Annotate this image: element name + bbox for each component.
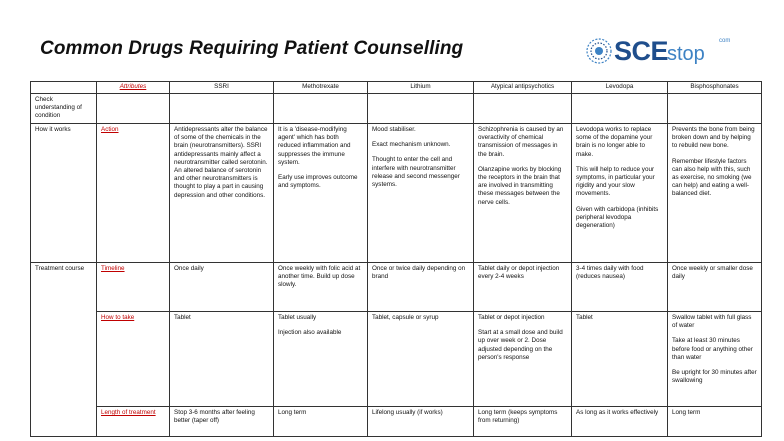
cell-paragraph: Take at least 30 minutes before food or anything other than water bbox=[672, 337, 753, 361]
attribute-label: How to take bbox=[97, 312, 170, 407]
attribute-label: Action bbox=[97, 124, 170, 263]
header-attributes: Attributes bbox=[97, 82, 170, 94]
table-cell bbox=[668, 312, 762, 407]
header-atypical-antipsychotics: Atypical antipsychotics bbox=[474, 82, 572, 94]
cell-paragraph: As long as it works effectively bbox=[576, 409, 659, 416]
cell-paragraph: This will help to reduce your symptoms, in particular your rigidity and your slow movements. bbox=[576, 165, 655, 198]
cell-paragraph: Tablet, capsule or syrup bbox=[372, 314, 439, 321]
table-cell bbox=[668, 94, 762, 124]
table-cell bbox=[572, 263, 668, 312]
globe-icon bbox=[584, 36, 614, 66]
attribute-label: Timeline bbox=[97, 263, 170, 312]
table-cell bbox=[170, 407, 274, 437]
cell-paragraph: Remember lifestyle factors can also help with this, such as exercise, no smoking (we can help) and eating a well-balanced diet. bbox=[672, 157, 752, 198]
row-group-label: How it works bbox=[31, 124, 97, 263]
table-row bbox=[31, 407, 762, 437]
table-cell bbox=[274, 124, 368, 263]
cell-paragraph: Tablet daily or depot injection every 2-4 weeks bbox=[478, 265, 560, 281]
table-cell bbox=[274, 407, 368, 437]
table-cell bbox=[368, 312, 474, 407]
cell-paragraph: Early use improves outcome and symptoms. bbox=[278, 174, 358, 190]
cell-paragraph: Tablet usually bbox=[278, 314, 317, 321]
logo-sce-text: SCE bbox=[614, 36, 669, 66]
cell-paragraph: Antidepressants alter the balance of some of the chemicals in the brain (neurotransmitters). SSRI antidepressants mainly affect a neurotransmitter called serotonin. An altered balance of serotonin and other neurotransmitters is thought to play a part in causing depression and other conditions. bbox=[174, 126, 268, 199]
table-cell bbox=[368, 407, 474, 437]
table-cell bbox=[668, 407, 762, 437]
table-cell bbox=[474, 124, 572, 263]
table-cell bbox=[474, 312, 572, 407]
cell-paragraph: Once daily bbox=[174, 265, 204, 272]
cell-paragraph: Exact mechanism unknown. bbox=[372, 141, 451, 149]
cell-paragraph: Long term bbox=[278, 409, 307, 416]
cell-paragraph: Start at a small dose and build up over week or 2. Dose adjusted depending on the person's response bbox=[478, 329, 563, 361]
table-cell bbox=[572, 312, 668, 407]
table-row bbox=[31, 312, 762, 407]
row-group-label: Treatment course bbox=[31, 263, 97, 437]
table-cell bbox=[368, 94, 474, 124]
attribute-label: Length of treatment bbox=[97, 407, 170, 437]
table-cell bbox=[572, 407, 668, 437]
cell-paragraph: Swallow tablet with full glass of water bbox=[672, 314, 752, 330]
cell-paragraph: Once weekly or smaller dose daily bbox=[672, 265, 753, 281]
header-bisphosphonates: Bisphosphonates bbox=[668, 82, 762, 94]
row-group-label: Check understanding of condition bbox=[31, 94, 97, 124]
header-levodopa: Levodopa bbox=[572, 82, 668, 94]
table-row bbox=[31, 94, 762, 124]
cell-paragraph: Schizophrenia is caused by an overactivity of chemical transmission of messages in the brain. bbox=[478, 126, 564, 158]
table-cell bbox=[368, 263, 474, 312]
table-cell bbox=[170, 94, 274, 124]
table-cell bbox=[274, 263, 368, 312]
cell-paragraph: Olanzapine works by blocking the receptors in the brain that are involved in transmitting these messages between the nerve cells. bbox=[478, 165, 562, 206]
cell-paragraph: Given with carbidopa (inhibits peripheral levodopa degeneration) bbox=[576, 205, 659, 230]
cell-paragraph: Thought to enter the cell and interfere with neurotransmitter release and second messenger systems. bbox=[372, 156, 460, 189]
cell-paragraph: Long term (keeps symptoms from returning) bbox=[478, 409, 558, 425]
cell-paragraph: Once or twice daily depending on brand bbox=[372, 265, 466, 281]
cell-paragraph: 3-4 times daily with food (reduces nausea) bbox=[576, 265, 644, 281]
page-title: Common Drugs Requiring Patient Counselling bbox=[40, 38, 464, 59]
table-header-row bbox=[31, 82, 762, 94]
table-cell bbox=[474, 94, 572, 124]
table-cell bbox=[474, 407, 572, 437]
cell-paragraph: Long term bbox=[672, 409, 701, 416]
cell-paragraph: Lifelong usually (if works) bbox=[372, 409, 443, 416]
table-body bbox=[31, 94, 762, 437]
table-cell bbox=[474, 263, 572, 312]
header-lithium: Lithium bbox=[368, 82, 474, 94]
logo-sup-text: com bbox=[719, 38, 731, 44]
cell-paragraph: Tablet or depot injection bbox=[478, 314, 545, 321]
cell-paragraph: Prevents the bone from being broken down and by helping to rebuild new bone. bbox=[672, 126, 755, 150]
table-cell bbox=[668, 124, 762, 263]
table-cell bbox=[170, 263, 274, 312]
table-cell bbox=[274, 94, 368, 124]
table-row bbox=[31, 263, 762, 312]
cell-paragraph: Tablet bbox=[174, 314, 191, 321]
table-cell bbox=[572, 124, 668, 263]
cell-paragraph: Mood stabiliser. bbox=[372, 126, 416, 133]
table-cell bbox=[274, 312, 368, 407]
table-row bbox=[31, 124, 762, 263]
table-cell bbox=[668, 263, 762, 312]
header-ssri: SSRI bbox=[170, 82, 274, 94]
attribute-label bbox=[97, 94, 170, 124]
header-cell bbox=[31, 82, 97, 94]
table-cell bbox=[170, 312, 274, 407]
cell-paragraph: Injection also available bbox=[278, 329, 342, 337]
cell-paragraph: Be upright for 30 minutes after swallowing bbox=[672, 369, 757, 385]
cell-paragraph: Tablet bbox=[576, 314, 593, 321]
sce-stop-logo bbox=[584, 34, 734, 70]
cell-paragraph: It is a 'disease-modifying agent' which has both reduced inflammation and suppresses the immune system. bbox=[278, 126, 351, 166]
cell-paragraph: Levodopa works to replace some of the dopamine your brain is no longer able to make. bbox=[576, 126, 653, 158]
drugs-table bbox=[30, 81, 762, 437]
table-cell bbox=[572, 94, 668, 124]
cell-paragraph: Stop 3-6 months after feeling better (taper off) bbox=[174, 409, 255, 425]
logo-stop-text: stop bbox=[667, 43, 705, 65]
header-methotrexate: Methotrexate bbox=[274, 82, 368, 94]
table-cell bbox=[170, 124, 274, 263]
cell-paragraph: Once weekly with folic acid at another time. Build up dose slowly. bbox=[278, 265, 361, 289]
table-cell bbox=[368, 124, 474, 263]
